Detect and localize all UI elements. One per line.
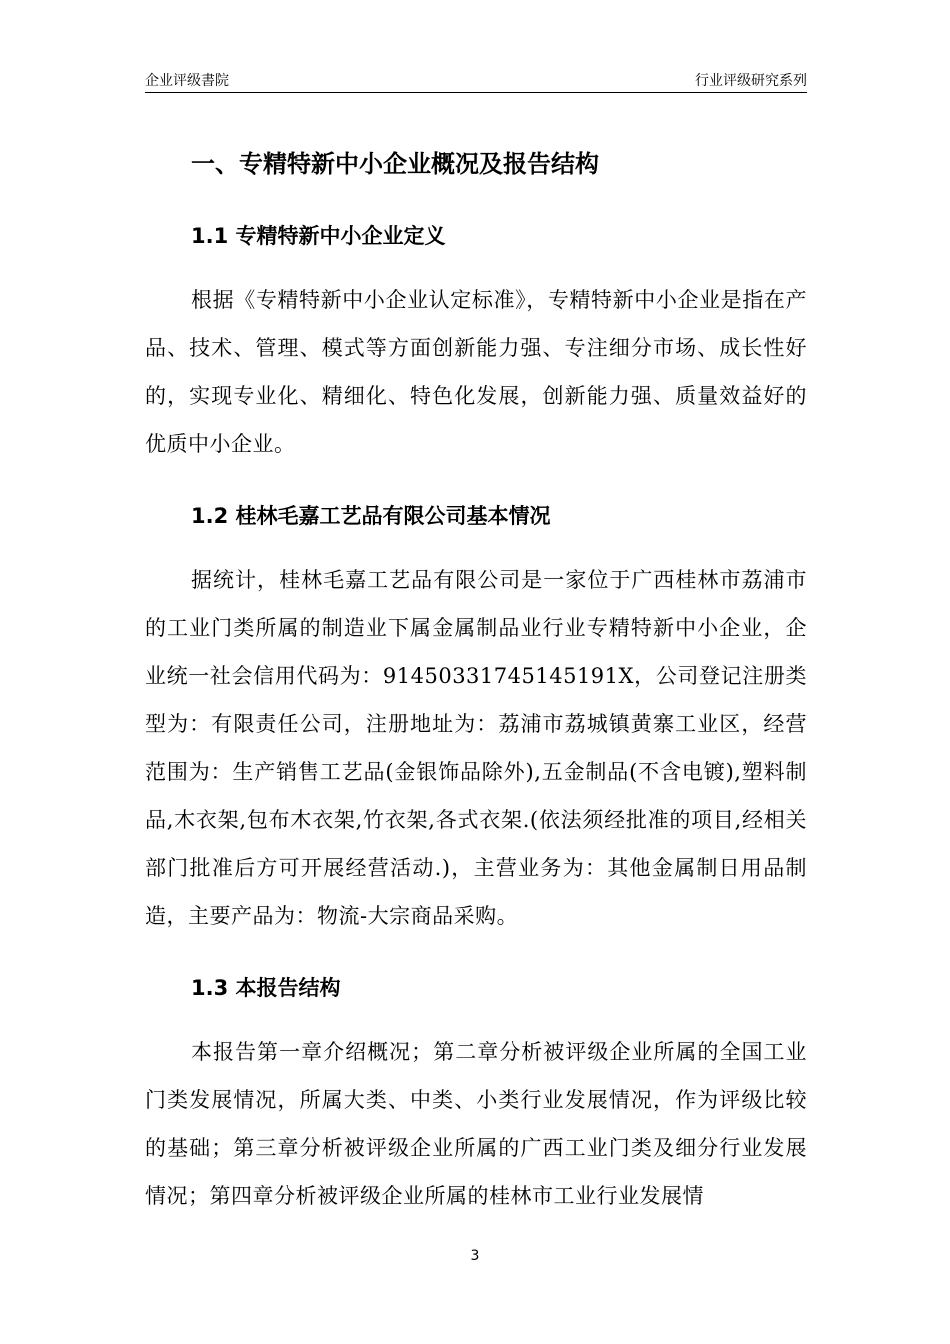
header-right-text: 行业评级研究系列 [695,73,807,89]
page-header [145,64,807,93]
section-title: 一、专精特新中小企业概况及报告结构 [191,150,599,178]
subsection-heading: 1.2 桂林毛嘉工艺品有限公司基本情况 [191,504,551,528]
subsection-heading: 1.3 本报告结构 [191,976,341,1000]
paragraph: 根据《专精特新中小企业认定标准》，专精特新中小企业是指在产品、技术、管理、模式等方面创新能力强、专注细分市场、成长性好的，实现专业化、精细化、特色化发展，创新能力强、质量效益好的优质中小企业。 [145,288,807,456]
subsection-heading: 1.1 专精特新中小企业定义 [191,224,446,248]
paragraph: 据统计，桂林毛嘉工艺品有限公司是一家位于广西桂林市荔浦市的工业门类所属的制造业下属金属制品业行业专精特新中小企业，企业统一社会信用代码为：91450331745145191X，公司登记注册类型为：有限责任公司，注册地址为：荔浦市荔城镇黄寨工业区，经营范围为：生产销售工艺品(金银饰品除外),五金制品(不含电镀),塑料制品,木衣架,包布木衣架,竹衣架,各式衣架.(依法须经批准的项目,经相关部门批准后方可开展经营活动.)，主营业务为：其他金属制日用品制造，主要产品为：物流-大宗商品采购。 [145,568,807,928]
paragraph: 本报告第一章介绍概况；第二章分析被评级企业所属的全国工业门类发展情况，所属大类、中类、小类行业发展情况，作为评级比较的基础；第三章分析被评级企业所属的广西工业门类及细分行业发展情况；第四章分析被评级企业所属的桂林市工业行业发展情 [145,1040,807,1208]
page-number: 3 [470,1248,480,1264]
header-left-text: 企业评级書院 [145,73,229,89]
document-body [145,140,807,1248]
